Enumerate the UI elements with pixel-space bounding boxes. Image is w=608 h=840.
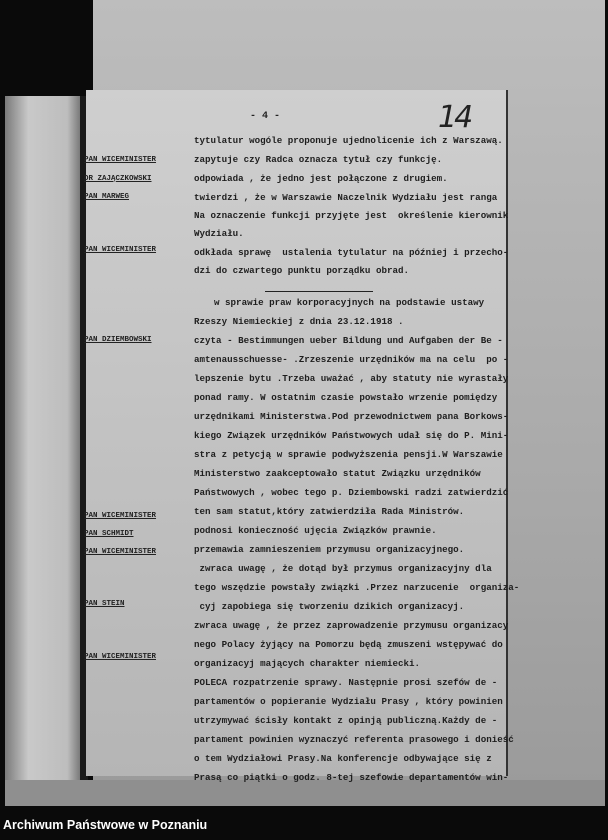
- text-line: urzędnikami Ministerstwa.Pod przewodnictwem pana Borkows-: [194, 411, 509, 422]
- text-line: zwraca uwagę , że dotąd był przymus organizacyjny dla: [194, 563, 492, 574]
- text-line: lepszenie bytu .Trzeba uważać , aby statuty nie wyrastały: [194, 373, 509, 384]
- speaker-label: PAN WICEMINISTER: [84, 512, 157, 520]
- speaker-label: PAN SCHMIDT: [84, 530, 134, 538]
- text-line: przemawia zamnieszeniem przymusu organizacyjnego.: [194, 544, 465, 555]
- text-line: Wydziału.: [194, 228, 244, 239]
- text-line: czyta - Bestimmungen ueber Bildung und Aufgaben der Be -: [194, 335, 503, 346]
- section-divider: [265, 291, 373, 292]
- text-line: POLECA rozpatrzenie sprawy. Następnie prosi szefów de -: [194, 677, 498, 688]
- speaker-label: PAN WICEMINISTER: [84, 653, 157, 661]
- handwritten-folio-number: 14: [438, 100, 471, 135]
- text-line: ponad ramy. W ostatnim czasie powstało wrzenie pomiędzy: [194, 392, 498, 403]
- left-page-edge: [5, 96, 83, 781]
- text-line: nego Polacy żyjący na Pomorzu będą zmuszeni wstępywać do: [194, 639, 503, 650]
- text-line: dzi do czwartego punktu porządku obrad.: [194, 265, 410, 276]
- text-line: twierdzi , że w Warszawie Naczelnik Wydziału jest ranga: [194, 192, 498, 203]
- speaker-label: DR ZAJĄCZKOWSKI: [84, 175, 152, 183]
- text-line: organizacyj mających charakter niemiecki.: [194, 658, 421, 669]
- archive-footer: Archiwum Państwowe w Poznaniu: [3, 818, 208, 832]
- speaker-label: PAN WICEMINISTER: [84, 548, 157, 556]
- text-line: o tem Wydziałowi Prasy.Na konferencje odbywające się z: [194, 753, 492, 764]
- text-line: partament powinien wyznaczyć referenta prasowego i donieść: [194, 734, 514, 745]
- speaker-label: PAN MARWEG: [84, 193, 130, 201]
- text-line: cyj zapobiega się tworzeniu dzikich organizacyj.: [194, 601, 465, 612]
- speaker-label: PAN WICEMINISTER: [84, 156, 157, 164]
- speaker-label: PAN WICEMINISTER: [84, 246, 157, 254]
- text-line: zwraca uwagę , że przez zaprowadzenie przymusu organizacy: [194, 620, 509, 631]
- page-number: - 4 -: [250, 111, 281, 122]
- text-line: Na oznaczenie funkcji przyjęte jest określenie kierownik: [194, 210, 509, 221]
- text-line: podnosi konieczność ujęcia Związków prawnie.: [194, 525, 437, 536]
- text-line: Państwowych , wobec tego p. Dziembowski radzi zatwierdzić: [194, 487, 509, 498]
- text-line: Ministerstwo zaakceptowało statut Związku urzędników: [194, 468, 481, 479]
- text-line: zapytuje czy Radca oznacza tytuł czy funkcję.: [194, 154, 443, 165]
- text-line: tego wszędzie powstały związki .Przez narzucenie organiza-: [194, 582, 520, 593]
- text-line: tytulatur wogóle proponuje ujednolicenie ich z Warszawą.: [194, 135, 503, 146]
- text-line: odkłada sprawę ustalenia tytulatur na później i przecho-: [194, 247, 509, 258]
- text-line: amtenausschuesse- .Zrzeszenie urzędników ma na celu po -: [194, 354, 509, 365]
- text-line: kiego Związek urzędników Państwowych udał się do P. Mini-: [194, 430, 509, 441]
- text-line: partamentów o popieranie Wydziału Prasy , który powinien: [194, 696, 503, 707]
- speaker-label: PAN DZIEMBOWSKI: [84, 336, 152, 344]
- text-line: Prasą co piątki o godz. 8-tej szefowie departamentów win-: [194, 772, 509, 783]
- text-line: odpowiada , że jedno jest połączone z drugiem.: [194, 173, 448, 184]
- text-line: ten sam statut,który zatwierdziła Rada Ministrów.: [194, 506, 465, 517]
- text-line: w sprawie praw korporacyjnych na podstawie ustawy: [214, 297, 485, 308]
- text-line: utrzymywać ścisły kontakt z opinją publiczną.Każdy de -: [194, 715, 498, 726]
- text-line: stra z petycją w sprawie podwyższenia pensji.W Warszawie: [194, 449, 503, 460]
- speaker-label: PAN STEIN: [84, 600, 125, 608]
- text-line: Rzeszy Niemieckiej z dnia 23.12.1918 .: [194, 316, 404, 327]
